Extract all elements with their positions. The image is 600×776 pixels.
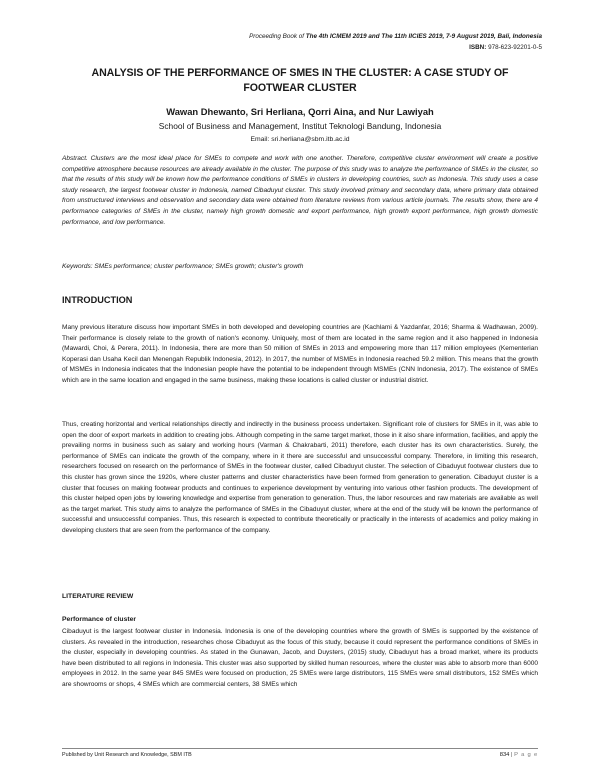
introduction-paragraph-1: Many previous literature discuss how important SMEs in both developed and developing countries are (Kachlami & Yazdanfar, 2016; Sharma & Wadhawan, 2009). Their performance is closely relate to the growth of nation's economy. Uniquely, most of them are located in the same region and it also happened in Indonesia (Mawardi, Choi, & Perera, 2011). In Indonesia, there are more than 50 million of SMEs in 2013 and empowering more than 117 million employees (Kementerian Koperasi dan Usaha Kecil dan Menengah Republik Indonesia, 2012). In 2017, the number of MSMEs in Indonesia reached 59.2 million. This means that the growth of MSMEs in Indonesia indicates that the Indonesian people have the potential to be independent through MSMEs (CNN Indonesia, 2017). The existence of SMEs which are in the same location and engaged in the same business, making these locations is called cluster or industrial district. <box>62 324 538 384</box>
literature-review-heading: LITERATURE REVIEW <box>62 593 134 600</box>
introduction-heading: INTRODUCTION <box>62 295 133 305</box>
page-number: 834 <box>499 752 510 758</box>
author-list: Wawan Dhewanto, Sri Herliana, Qorri Aina, and Nur Lawiyah <box>166 106 434 117</box>
page-word: P a g e <box>514 752 538 758</box>
isbn-value: 978-623-92201-0-5 <box>486 44 542 51</box>
email-line: Email: sri.herliana@sbm.itb.ac.id <box>250 136 350 143</box>
introduction-paragraph-2: Thus, creating horizontal and vertical relationships directly and indirectly in the business process undertaken. Significant role of clusters for SMEs in it, was able to open the door of export markets in addition to creating jobs. Although competing in the same target market, those in it also share information, facilities, and apply the prevailing norms in business such as salary and working hours (Varman & Chakrabarti, 2011) therefore, each cluster has its own characteristics. Surely, the performance of SMEs can indicate the growth of the company, where in it there are successful and unsuccessful company. Therefore, in limiting this research, researchers focused on research on the performance of SMEs in the footwear cluster, called Cibaduyut cluster. The selection of Cibaduyut footwear clusters due to this cluster has grown since the 1920s, where cluster patterns and cluster characteristics have been formed from generation to generation. Cibaduyut cluster is a cluster that focuses on making footwear products and continues to experience development by venturing into various other fashion products. The development of this cluster helped open jobs by lowering knowledge and expertise from generation to generation. Thus, the labor resources and raw materials are available as well as the target market. This study aims to analyze the performance of SMEs in the Cibaduyut cluster, where at the end of the study will be known the performance of successful and unsuccessful companies. Thus, this research is expected to contribute theoretically or practically in the interests of academics and policy making in developing clusters that are seen from the performance of the company. <box>62 421 538 534</box>
footer-publisher: Published by Unit Research and Knowledge, SBM ITB <box>62 752 192 758</box>
performance-of-cluster-heading: Performance of cluster <box>62 616 137 623</box>
footer-divider <box>62 748 538 749</box>
page-separator: | <box>509 752 515 758</box>
footer-page-number <box>500 752 538 758</box>
literature-paragraph-1: Cibaduyut is the largest footwear cluster in Indonesia. Indonesia is one of the developing countries where the growth of SMEs is supported by the existence of clusters. As revealed in the introduction, researches chose Cibaduyut as the focus of this study, because it could represent the performance conditions of SMEs in the cluster, especially in developing countries. As stated in the Gunawan, Jacob, and Duysters, (2015) study, Cibaduyut has a broad market, where its products have been distributed to all regions in Indonesia. This cluster was also supported by skilled human resources, where the cluster was able to absorb more than 6000 employees in 2012. In the same year 845 SMEs were focused on production, 25 SMEs were large distributors, 115 SMEs were small distributors, 152 SMEs which are showrooms or shops, 4 SMEs which are commercial centers, 38 SMEs which <box>62 628 538 688</box>
paper-title: ANALYSIS OF THE PERFORMANCE OF SMES IN THE CLUSTER: A CASE STUDY OF FOOTWEAR CLUSTER <box>91 67 509 94</box>
isbn-line <box>469 44 542 51</box>
abstract: Abstract. Clusters are the most ideal place for SMEs to compete and work with one another. Therefore, competitive cluster environment will create a positive competitive atmosphere because resources are already available in the cluster. The purpose of this study was to analyze the performance of SMEs in the cluster, so that the results of this study will be known how the performance conditions of SMEs in clusters in developing countries, such as Indonesia. This study uses a case study research, the largest footwear cluster in Indonesia, named Cibaduyut cluster. This study involved primary and secondary data, where primary data obtained from unstructured interviews and observation and secondary data were obtained from literature reviews from various article journals. The results show, there are 4 performance categories of SMEs in the cluster, namely high growth domestic and export performance, high growth export performance, high growth domestic performance, and low performance. <box>62 155 538 226</box>
affiliation: School of Business and Management, Institut Teknologi Bandung, Indonesia <box>158 121 442 131</box>
isbn-label: ISBN: <box>469 44 487 51</box>
proceeding-prefix: Proceeding Book of <box>249 33 306 40</box>
proceeding-header <box>249 33 542 40</box>
proceeding-event: The 4th ICMEM 2019 and The 11th IICIES 2019, 7-9 August 2019, Bali, Indonesia <box>305 33 542 40</box>
keywords: Keywords: SMEs performance; cluster performance; SMEs growth; cluster's growth <box>62 263 304 270</box>
